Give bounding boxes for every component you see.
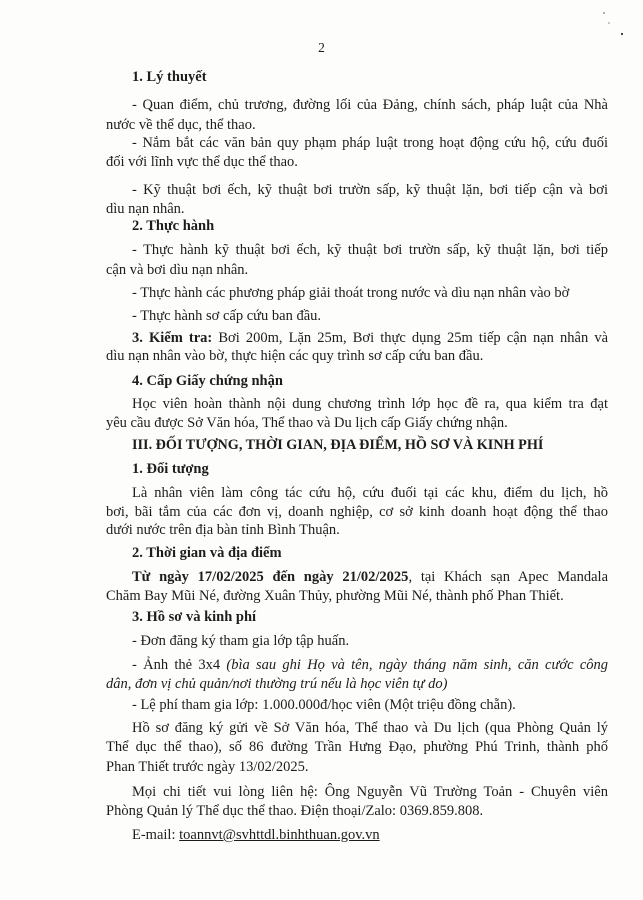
documents-item-1: - Đơn đăng ký tham gia lớp tập huấn. <box>132 633 350 649</box>
email-label: E-mail: <box>132 827 180 843</box>
time-place-line-2: Chăm Bay Mũi Né, đường Xuân Thủy, phường Mũi Né, thành phố Phan Thiết. <box>106 588 564 604</box>
section-iii-heading: III. ĐỐI TƯỢNG, THỜI GIAN, ĐỊA ĐIỂM, HỒ SƠ VÀ KINH PHÍ <box>132 437 544 453</box>
exam-line-1 <box>132 329 608 348</box>
heading-target: 1. Đối tượng <box>132 461 209 477</box>
time-place-line-1 <box>132 568 608 587</box>
heading-documents-fees: 3. Hồ sơ và kinh phí <box>132 609 257 625</box>
heading-certificate: 4. Cấp Giấy chứng nhận <box>132 373 283 389</box>
contact-line-2: Phòng Quản lý Thể dục thể thao. Điện thoại/Zalo: 0369.859.808. <box>106 803 484 819</box>
theory-item-2-line-2: đối với lĩnh vực thể dục thể thao. <box>106 154 298 170</box>
fee-line: - Lệ phí tham gia lớp: 1.000.000đ/học viên (Một triệu đồng chẵn). <box>132 697 516 713</box>
scan-specks <box>600 10 630 40</box>
target-line-3: dưới nước trên địa bàn tỉnh Bình Thuận. <box>106 522 340 538</box>
submission-line-3: Phan Thiết trước ngày 13/02/2025. <box>106 759 309 775</box>
theory-item-3-line-1: - Kỹ thuật bơi ếch, kỹ thuật bơi trườn sấp, kỹ thuật lặn, bơi tiếp cận và bơi <box>132 182 608 198</box>
exam-text: Bơi 200m, Lặn 25m, Bơi thực dụng 25m tiếp cận nạn nhân và <box>212 330 609 346</box>
theory-item-2-line-1: - Nắm bắt các văn bản quy phạm pháp luật trong hoạt động cứu hộ, cứu đuối <box>132 135 608 151</box>
page-number: 2 <box>318 40 325 55</box>
theory-item-1-line-1: - Quan điểm, chủ trương, đường lối của Đảng, chính sách, pháp luật của Nhà <box>132 97 608 113</box>
practice-item-2: - Thực hành các phương pháp giải thoát trong nước và dìu nạn nhân vào bờ <box>132 285 570 301</box>
exam-line-2: dìu nạn nhân vào bờ, thực hiện các quy trình sơ cấp cứu ban đầu. <box>106 348 484 364</box>
heading-practice: 2. Thực hành <box>132 218 215 234</box>
certificate-line-1: Học viên hoàn thành nội dung chương trình lớp học đề ra, qua kiểm tra đạt <box>132 396 608 412</box>
venue-text: , tại Khách sạn Apec Mandala <box>408 569 608 585</box>
exam-label: 3. Kiểm tra: <box>132 330 213 346</box>
target-line-2: bơi, bãi tắm của các đơn vị, doanh nghiệp, cơ sở kinh doanh hoạt động thể thao <box>106 504 608 520</box>
documents-item-2-line-2: dân, đơn vị chủ quản/nơi thường trú nếu là học viên tự do) <box>106 676 448 692</box>
email-link[interactable]: toannvt@svhttdl.binhthuan.gov.vn <box>179 827 380 843</box>
photo-note: (bìa sau ghi Họ và tên, ngày tháng năm sinh, căn cước công <box>226 657 609 673</box>
target-line-1: Là nhân viên làm công tác cứu hộ, cứu đuối tại các khu, điểm du lịch, hồ <box>132 485 608 501</box>
practice-item-1-line-2: cận và bơi dìu nạn nhân. <box>106 262 249 278</box>
documents-item-2-line-1 <box>132 656 608 675</box>
submission-line-2: Thể dục thể thao), số 86 đường Trần Hưng Đạo, phường Phú Trinh, thành phố <box>106 739 608 755</box>
date-range: Từ ngày 17/02/2025 đến ngày 21/02/2025 <box>132 569 409 585</box>
heading-theory: 1. Lý thuyết <box>132 69 207 85</box>
heading-time-place: 2. Thời gian và địa điểm <box>132 545 282 561</box>
submission-line-1: Hồ sơ đăng ký gửi về Sở Văn hóa, Thể thao và Du lịch (qua Phòng Quản lý <box>132 720 608 736</box>
practice-item-3: - Thực hành sơ cấp cứu ban đầu. <box>132 308 322 324</box>
certificate-line-2: yêu cầu được Sở Văn hóa, Thể thao và Du lịch cấp Giấy chứng nhận. <box>106 415 508 431</box>
theory-item-1-line-2: nước về thể dục, thể thao. <box>106 117 256 133</box>
contact-line-1: Mọi chi tiết vui lòng liên hệ: Ông Nguyễn Vũ Trường Toản - Chuyên viên <box>132 784 608 800</box>
practice-item-1-line-1: - Thực hành kỹ thuật bơi ếch, kỹ thuật bơi trườn sấp, kỹ thuật lặn, bơi tiếp <box>132 242 608 258</box>
theory-item-3-line-2: dìu nạn nhân. <box>106 201 185 217</box>
photo-requirement: - Ảnh thẻ 3x4 <box>132 657 227 673</box>
email-line <box>132 826 608 845</box>
